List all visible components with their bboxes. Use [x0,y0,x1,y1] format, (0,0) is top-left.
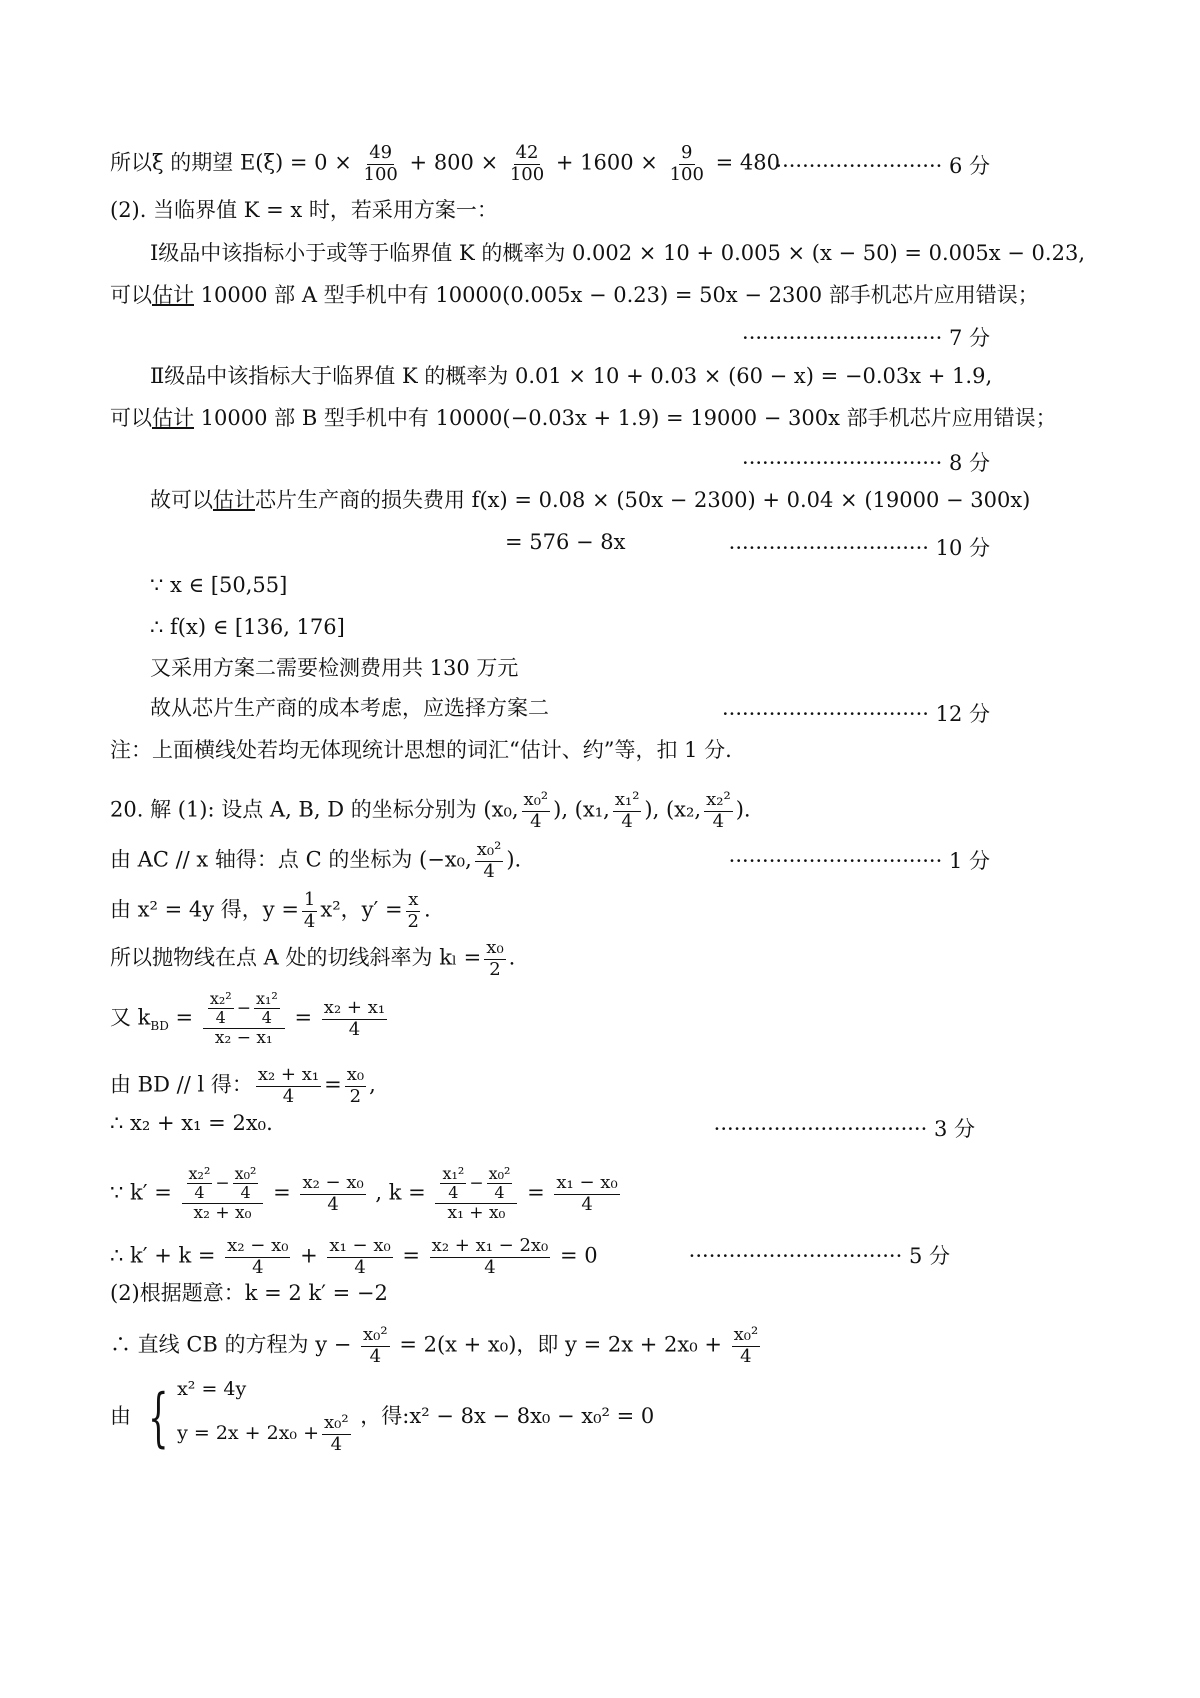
loss-result: = 576 − 8x [505,530,626,554]
part-2-condition: (2)根据题意：k = 2 k′ = −2 [110,1281,388,1305]
fraction: $\frac{\text{x₂ + x₁}}{4}$ [257,1064,320,1107]
line-cb-equation: ∴ 直线 CB 的方程为 y − $\frac{\text{x₀²}}{4}$ = 2(x + x₀)，即 y = 2x + 2x₀ + $\frac{\text{x₀²}}{4}$ [110,1324,759,1367]
tangent-slope-line: 所以抛物线在点 A 处的切线斜率为 kₗ = $\frac{\text{x₀}}{2}$ . [110,937,516,980]
estimate-line-1: 可以估计 10000 部 A 型手机中有 10000(0.005x − 0.23) = 50x − 2300 部手机芯片应用错误； [110,283,1039,307]
text: ξ 的期望 [152,150,234,175]
fraction: $\frac{\text{x₀²}}{4}$ [523,789,549,832]
sum-line: ∴ x₂ + x₁ = 2x₀. [110,1111,273,1135]
fraction: $\frac{\text{x₂ − x₀}}{4}$ [302,1171,364,1215]
fraction: $\frac{\text{x₀}}{2}$ [346,1064,365,1107]
conclusion-line: 故从芯片生产商的成本考虑，应选择方案二 [150,696,549,720]
compound-fraction: $\frac{\text{x₂²}}{4}$ − $\frac{\text{x₁²}}{4}$ x₂ − x₁ [203,990,285,1048]
kbd-line: 又 $k_{BD}$ = $\frac{\text{x₂²}}{4}$ − $\frac{\text{x₁²}}{4}$ x₂ − x₁ = $\frac{\text{x₂ + x₁}}{4}$ [110,989,386,1048]
score-marker: ······························· 12 分 [721,702,990,726]
probability-line-1: Ⅰ级品中该指标小于或等于临界值 K 的概率为 0.002 × 10 + 0.005 × (x − 50) = 0.005x − 0.23, [150,241,1085,265]
fraction: $\frac{\text{x₂ + x₁ − 2x₀}}{4}$ [431,1235,549,1278]
k-prime-line: ∵ k′ = $\frac{\text{x₂²}}{4}$ − $\frac{\text{x₀²}}{4}$ x₂ + x₀ = $\frac{\text{x₂ − x₀}}{4}$ , k = $\frac{\text{x₁²}}{4}$ − $\frac{\text{x₀²}}{4}$ x₁ + x₀ = $\frac{\text{x₁ − x₀}}{4}$ [110,1164,618,1223]
expectation-line [110,143,780,185]
score-marker: ······························ 8 分 [742,451,990,475]
probability-line-2: Ⅱ级品中该指标大于临界值 K 的概率为 0.01 × 10 + 0.03 × (60 − x) = −0.03x + 1.9, [150,364,993,388]
loss-function-line: 故可以估计芯片生产商的损失费用 f(x) = 0.08 × (50x − 2300) + 0.04 × (19000 − 300x) [150,488,1031,512]
text: 所以 [110,150,152,175]
problem-20-setup: 20. 解 (1): 设点 A, B, D 的坐标分别为 (x₀, $\frac{\text{x₀²}}{4}$ ), (x₁, $\frac{\text{x₁²}}{4}$ ), (x₂, $\frac{\text{x₂²}}{4}$ ). [110,789,751,832]
fraction: $\frac{\text{x₁ − x₀}}{4}$ [556,1171,618,1215]
underlined-word: 估计 [213,488,255,512]
fraction: $\frac{\text{x₀}}{2}$ [486,937,504,980]
part-2-heading: (2). 当临界值 K = x 时，若采用方案一： [110,198,498,222]
parallel-line: 由 BD // l 得： $\frac{\text{x₂ + x₁}}{4}$ = $\frac{\text{x₀}}{2}$ , [110,1064,376,1107]
fraction: $\frac{1}{4}$ [303,889,316,932]
score-marker: ······························ 10 分 [728,536,990,560]
formula: E(ξ) = 0 × [239,150,352,175]
point-c-line: 由 AC // x 轴得：点 C 的坐标为 (−x₀, $\frac{\text{x₀²}}{4}$ ). [110,839,522,882]
fraction: $\frac{\text{x₀²}}{4}$ [363,1324,388,1367]
fraction: $\frac{\text{x₀²}}{4}$ [733,1324,759,1367]
plan2-cost-line: 又采用方案二需要检测费用共 130 万元 [150,656,519,680]
fraction: $\frac{\text{x₁ − x₀}}{4}$ [329,1235,391,1278]
score-marker: ································ 3 分 [713,1117,975,1141]
score-marker: ································ 1 分 [728,849,990,873]
fraction: $\frac{42}{100}$ [509,142,545,185]
fraction: $\frac{49}{100}$ [363,142,398,185]
fraction: $\frac{x}{2}$ [407,889,419,932]
underlined-word: 估计 [152,406,194,430]
system-line: 由 { x² = 4y y = 2x + 2x₀ + $\frac{\text{x₀²}}{4}$ ，得:x² − 8x − 8x₀ − x₀² = 0 [110,1378,655,1455]
estimate-line-2: 可以估计 10000 部 B 型手机中有 10000(−0.03x + 1.9) = 19000 − 300x 部手机芯片应用错误； [110,406,1057,430]
formula: = 480 [715,150,780,175]
fraction: $\frac{\text{x₀²}}{4}$ [476,839,502,882]
underlined-word: 估计 [152,283,194,307]
k-sum-line: ∴ k′ + k = $\frac{\text{x₂ − x₀}}{4}$ + $\frac{\text{x₁ − x₀}}{4}$ = $\frac{\text{x₂ + x₁ − 2x₀}}{4}$ = 0 [110,1235,598,1278]
score-marker: ························· 6 分 [775,154,990,178]
range-line: ∴ f(x) ∈ [136, 176] [150,615,345,639]
fraction: $\frac{\text{x₁²}}{4}$ [614,789,640,832]
formula: + 800 × [409,150,499,175]
compound-fraction: $\frac{\text{x₁²}}{4}$ − $\frac{\text{x₀²}}{4}$ x₁ + x₀ [435,1165,517,1223]
derivative-line: 由 x² = 4y 得，y = $\frac{1}{4}$ x²，y′ = $\frac{x}{2}$ . [110,889,431,932]
fraction: $\frac{\text{x₂ + x₁}}{4}$ [323,996,386,1040]
fraction: $\frac{\text{x₂²}}{4}$ [706,789,731,832]
score-marker: ································ 5 分 [688,1244,950,1268]
fraction: $\frac{\text{x₂ − x₀}}{4}$ [227,1235,289,1278]
domain-line: ∵ x ∈ [50,55] [150,573,288,597]
score-marker: ······························ 7 分 [742,326,990,350]
compound-fraction: $\frac{\text{x₂²}}{4}$ − $\frac{\text{x₀²}}{4}$ x₂ + x₀ [182,1165,264,1223]
brace-icon: { [147,1380,169,1455]
formula: + 1600 × [555,150,658,175]
note-line: 注：上面横线处若均无体现统计思想的词汇“估计、约”等，扣 1 分. [110,738,732,762]
equation-system: x² = 4y y = 2x + 2x₀ + $\frac{\text{x₀²}}{4}$ [177,1378,349,1455]
fraction: $\frac{9}{100}$ [669,142,704,185]
